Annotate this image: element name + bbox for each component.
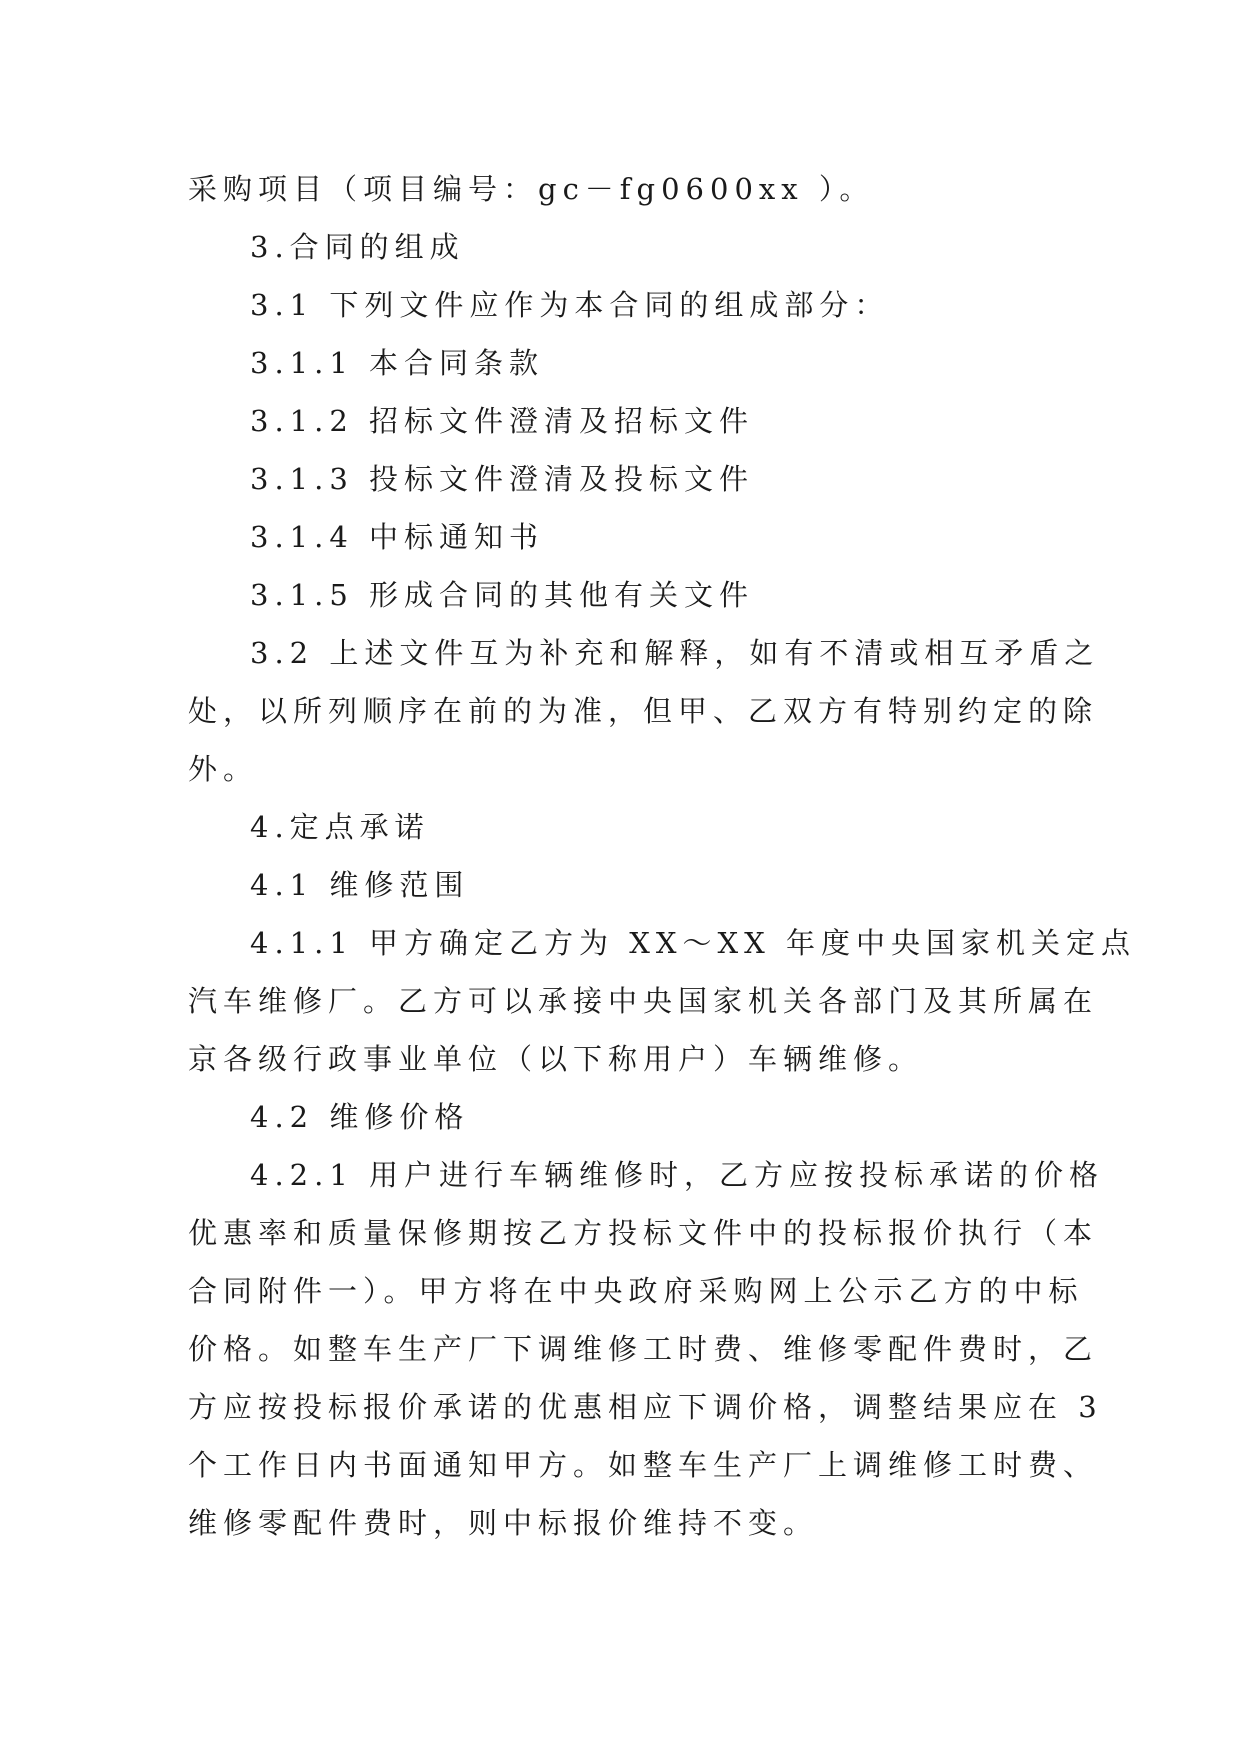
text-line: 4.1.1 甲方确定乙方为 XX～XX 年度中央国家机关定点 xyxy=(250,926,1137,960)
text-line: 外。 xyxy=(188,752,259,786)
text-line: 优惠率和质量保修期按乙方投标文件中的投标报价执行（本 xyxy=(188,1216,1099,1250)
text-line: 汽车维修厂。乙方可以承接中央国家机关各部门及其所属在 xyxy=(188,984,1099,1018)
text-line: 4.1 维修范围 xyxy=(250,868,470,902)
text-line: 采购项目（项目编号：gc－fg0600xx ）。 xyxy=(188,172,875,206)
text-line: 3.2 上述文件互为补充和解释，如有不清或相互矛盾之 xyxy=(250,636,1100,670)
text-line: 处，以所列顺序在前的为准，但甲、乙双方有特别约定的除 xyxy=(188,694,1099,728)
text-line: 3.合同的组成 xyxy=(250,230,465,264)
text-line: 个工作日内书面通知甲方。如整车生产厂上调维修工时费、 xyxy=(188,1448,1099,1482)
document-body xyxy=(188,160,1137,1552)
text-line: 3.1.1 本合同条款 xyxy=(250,346,545,380)
text-line: 3.1 下列文件应作为本合同的组成部分： xyxy=(250,288,890,322)
text-line: 维修零配件费时，则中标报价维持不变。 xyxy=(188,1506,819,1540)
text-line: 3.1.5 形成合同的其他有关文件 xyxy=(250,578,755,612)
text-line: 4.2 维修价格 xyxy=(250,1100,470,1134)
text-line: 合同附件一）。甲方将在中央政府采购网上公示乙方的中标 xyxy=(188,1274,1084,1308)
text-line: 4.定点承诺 xyxy=(250,810,430,844)
text-line: 3.1.3 投标文件澄清及投标文件 xyxy=(250,462,755,496)
text-line: 4.2.1 用户进行车辆维修时，乙方应按投标承诺的价格 xyxy=(250,1158,1105,1192)
text-line: 价格。如整车生产厂下调维修工时费、维修零配件费时，乙 xyxy=(188,1332,1099,1366)
text-line: 3.1.2 招标文件澄清及招标文件 xyxy=(250,404,755,438)
text-line: 方应按投标报价承诺的优惠相应下调价格，调整结果应在 3 xyxy=(188,1390,1103,1424)
text-line: 3.1.4 中标通知书 xyxy=(250,520,545,554)
text-line: 京各级行政事业单位（以下称用户）车辆维修。 xyxy=(188,1042,924,1076)
